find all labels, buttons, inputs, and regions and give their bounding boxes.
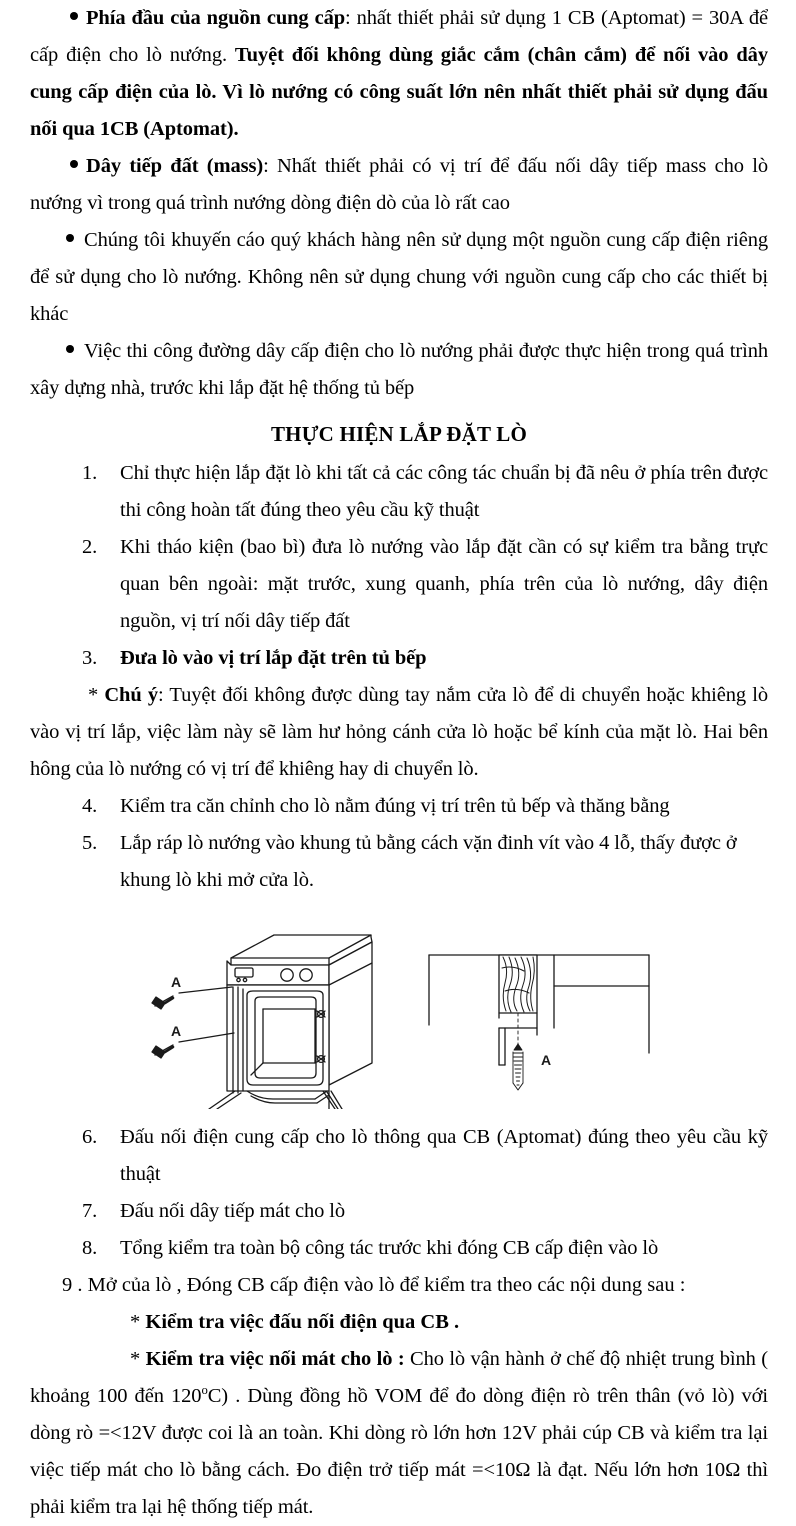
note-star: * xyxy=(88,684,99,706)
step-number-6: 6. xyxy=(82,1126,98,1148)
step-text-1: Chỉ thực hiện lắp đặt lò khi tất cả các công tác chuẩn bị đã nêu ở phía trên được thi công hoàn tất đúng theo yêu cầu kỹ thuật xyxy=(120,462,768,521)
bullet-ground-wire xyxy=(30,148,768,222)
leader-line-lower xyxy=(179,1033,234,1042)
bullet-power-source-lead: Phía đầu của nguồn cung cấp xyxy=(86,7,346,29)
screw-label-a-cabinet: A xyxy=(541,1052,552,1068)
step-number-4: 4. xyxy=(82,795,98,817)
cabinet-cross-section xyxy=(429,955,649,1065)
bullet-wiring-construction xyxy=(30,333,768,407)
step-text-8: Tổng kiểm tra toàn bộ công tác trước khi đóng CB cấp điện vào lò xyxy=(120,1237,659,1259)
oven-installation-diagram xyxy=(139,913,659,1109)
bullet-wiring-construction-text: Việc thi công đường dây cấp điện cho lò nướng phải được thực hiện trong quá trình xây dựng nhà, trước khi lắp đặt hệ thống tủ bếp xyxy=(30,340,768,399)
step-item-7 xyxy=(30,1193,768,1230)
step-text-6: Đấu nối điện cung cấp cho lò thông qua CB (Aptomat) đúng theo yêu cầu kỹ thuật xyxy=(120,1126,768,1185)
bullet-dot-icon xyxy=(66,345,74,353)
section-heading: THỰC HIỆN LẮP ĐẶT LÒ xyxy=(270,422,528,446)
step-text-5: Lắp ráp lò nướng vào khung tủ bằng cách vặn đinh vít vào 4 lỗ, thấy được ở khung lò khi mở cửa lò. xyxy=(120,832,737,891)
leader-line-upper xyxy=(179,987,232,993)
bullet-power-source xyxy=(30,0,768,148)
step-item-4 xyxy=(30,788,768,825)
bullet-power-source-bold2: Tuyệt đối không dùng giắc cắm (chân cắm) để nối vào dây cung cấp điện của lò. Vì lò nướng có công suất lớn nên nhất thiết phải sử dụng đấu nối qua 1CB (Aptomat). xyxy=(30,44,768,140)
step-item-1 xyxy=(30,455,768,529)
figure-container xyxy=(30,913,768,1109)
steps-list-before-figure xyxy=(30,455,768,677)
step-item-6 xyxy=(30,1119,768,1193)
oven-body xyxy=(209,935,372,1109)
screw-label-a-lower: A xyxy=(171,1023,182,1039)
check-grounding xyxy=(30,1341,768,1526)
step-item-9: 9 . Mở của lò , Đóng CB cấp điện vào lò để kiểm tra theo các nội dung sau : xyxy=(62,1274,686,1296)
step-item-5 xyxy=(30,825,768,899)
note-label: Chú ý xyxy=(104,684,158,706)
step-item-8 xyxy=(30,1230,768,1267)
step-item-2 xyxy=(30,529,768,640)
check-cb-connection-text: Kiểm tra việc đấu nối điện qua CB . xyxy=(145,1311,460,1333)
step-text-3: Đưa lò vào vị trí lắp đặt trên tủ bếp xyxy=(120,647,427,669)
steps-list-after-figure xyxy=(30,1119,768,1267)
step-number-8: 8. xyxy=(82,1237,98,1259)
note-text: : Tuyệt đối không được dùng tay nắm cửa lò để di chuyển hoặc khiêng lò vào vị trí lắp, việc làm này sẽ làm hư hỏng cánh cửa lò hoặc bể kính của mặt lò. Hai bên hông của lò nướng có vị trí để khiêng hay di chuyển lò. xyxy=(30,684,768,780)
check-grounding-body: C) . Dùng đồng hồ VOM để đo dòng điện rò trên thân (vỏ lò) với dòng rò =<12V được coi là an toàn. Khi dòng rò lớn hơn 12V phải cúp CB và kiểm tra lại việc tiếp mát cho lò bằng cách. Đo điện trở tiếp mát =<10Ω là đạt. Nếu lớn hơn 10Ω thì phải kiểm tra lại hệ thống tiếp mát. xyxy=(30,1385,769,1518)
bullet-ground-wire-rest: : Nhất thiết phải có vị trí để đấu nối dây tiếp mass cho lò nướng vì trong quá trình nướng dòng điện dò của lò rất cao xyxy=(30,155,768,214)
check-cb-connection xyxy=(30,1304,768,1341)
degree-superscript: o xyxy=(201,1383,208,1398)
step-text-2: Khi tháo kiện (bao bì) đưa lò nướng vào lắp đặt cần có sự kiểm tra bằng trực quan bên ngoài: mặt trước, xung quanh, phía trên của lò nướng, dây điện nguồn, vị trí nối dây tiếp đất xyxy=(120,536,768,632)
bullet-dot-icon xyxy=(70,160,78,168)
step-number-2: 2. xyxy=(82,536,98,558)
bullet-dot-icon xyxy=(66,234,74,242)
bullet-dot-icon xyxy=(70,12,78,20)
bullet-ground-wire-lead: Dây tiếp đất (mass) xyxy=(86,155,264,177)
steps-list-after-note xyxy=(30,788,768,899)
step-item-3 xyxy=(30,640,768,677)
step-text-4: Kiểm tra căn chỉnh cho lò nằm đúng vị trí trên tủ bếp và thăng bằng xyxy=(120,795,670,817)
bullet-power-source-rest1: : nhất thiết phải sử dụng 1 CB (Aptomat) = 30A để cấp điện cho lò nướng. xyxy=(30,7,769,66)
check-star-1: * xyxy=(130,1311,141,1333)
step-number-7: 7. xyxy=(82,1200,98,1222)
step-text-7: Đấu nối dây tiếp mát cho lò xyxy=(120,1200,346,1222)
bullet-separate-supply-text: Chúng tôi khuyến cáo quý khách hàng nên sử dụng một nguồn cung cấp điện riêng để sử dụng cho lò nướng. Không nên sử dụng chung với nguồn cung cấp cho các thiết bị khác xyxy=(30,229,768,325)
check-grounding-lead: Cho lò vận hành ở chế độ nhiệt trung bình ( khoảng 100 đến 120 xyxy=(30,1348,768,1407)
step-number-5: 5. xyxy=(82,832,98,854)
screw-lower xyxy=(152,1045,173,1058)
screw-upper xyxy=(152,996,173,1009)
bullet-separate-supply xyxy=(30,222,768,333)
step-number-3: 3. xyxy=(82,647,98,669)
note-chu-y xyxy=(30,677,768,788)
screw-cabinet xyxy=(513,1044,523,1090)
step-number-1: 1. xyxy=(82,462,98,484)
check-star-2: * xyxy=(130,1348,141,1370)
check-grounding-label: Kiểm tra việc nối mát cho lò : xyxy=(145,1348,405,1370)
screw-label-a-upper: A xyxy=(171,974,182,990)
